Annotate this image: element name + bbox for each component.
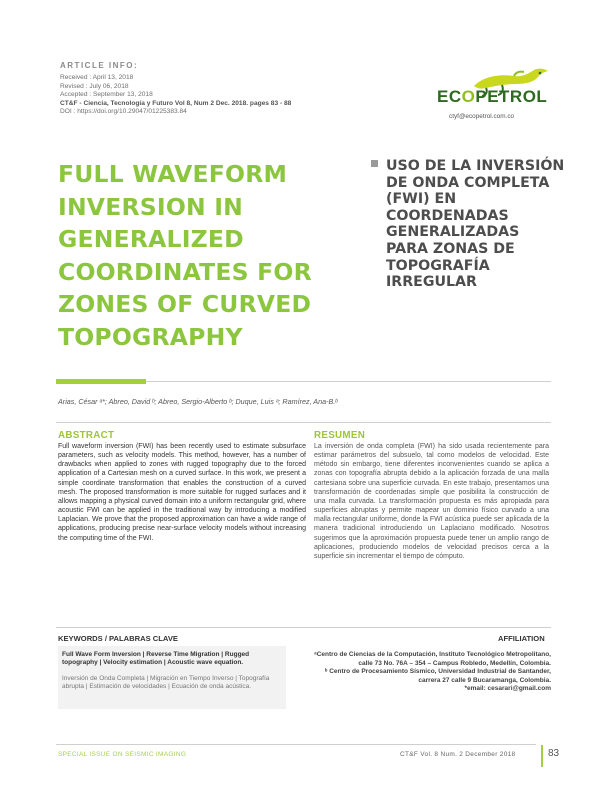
affiliation-block: [298, 651, 551, 694]
affiliation-a-line1: ᵃCentro de Ciencias de la Computación, Instituto Tecnológico Metropolitano,: [314, 651, 551, 658]
keywords-heading: KEYWORDS / PALABRAS CLAVE: [58, 634, 178, 643]
article-title-spanish: USO DE LA INVERSIÓN DE ONDA COMPLETA (FWI) EN COORDENADAS GENERALIZADAS PARA ZONAS DE TOPOGRAFÍA IRREGULAR: [386, 158, 565, 291]
journal-email[interactable]: ctyf@ecopetrol.com.co: [449, 113, 515, 120]
article-title-english: FULL WAVEFORM INVERSION IN GENERALIZED COORDINATES FOR ZONES OF CURVED TOPOGRAPHY: [58, 160, 312, 351]
article-info-heading: ARTICLE INFO:: [60, 61, 139, 70]
keywords-english: Full Wave Form Inversion | Reverse Time Migration | Rugged topography | Velocity estimation | Acoustic wave equation.: [62, 651, 250, 666]
ecopetrol-logo-text: ECOPETROL: [437, 87, 548, 106]
journal-citation: CT&F - Ciencia, Tecnología y Futuro Vol 8, Num 2 Dec. 2018. pages 83 - 88: [60, 99, 292, 107]
affiliation-b-line1: ᵇ Centro de Procesamiento Sísmico, Universidad Industrial de Santander,: [324, 668, 551, 675]
revised-date: Revised : July 06, 2018: [60, 82, 129, 90]
title-bullet-square: [371, 160, 378, 167]
affiliation-b-line2: carrera 27 calle 9 Bucaramanga, Colombia.: [418, 676, 551, 684]
article-info-block: [60, 74, 291, 117]
special-issue-label: SPECIAL ISSUE ON SEISMIC IMAGING: [58, 751, 187, 758]
title-divider-bar: [56, 379, 146, 384]
resumen-text: La inversión de onda completa (FWI) ha sido usada recientemente para estimar parámetros del subsuelo, tal como modelos de velocidad. Este método sin embargo, tiene diferentes inconvenientes cuando se aplica a zonas con topografía abrupta debido a la aplicación forzada de una malla cartesiana sobre una superficie curvada. En este trabajo, presentamos una transformación de coordenadas simple que posibilita la construcción de una malla curvada. La transformación propuesta es más apropiada para superficies abruptas y permite mapear un dominio físico curvado a una malla rectangular uniforme, donde la FWI acústica puede ser aplicada de la manera tradicional introduciendo un Laplaciano modificado. Nosotros sugerimos que la aproximación propuesta puede tener un amplio rango de aplicaciones, produciendo modelos de velocidad precisos cerca a la superficie sin incrementar el tiempo de cómputo.: [314, 443, 549, 560]
keywords-spanish: Inversión de Onda Completa | Migración en Tiempo Inverso | Topografía abrupta | Estimación de velocidades | Ecuación de onda acústica.: [62, 675, 270, 690]
affiliation-heading: AFFILIATION: [498, 634, 545, 643]
corresponding-email[interactable]: *email: cesarari@gmail.com: [464, 685, 551, 692]
footer-divider: [56, 744, 536, 745]
abstract-heading: ABSTRACT: [58, 430, 115, 441]
resumen-heading: RESUMEN: [314, 430, 366, 441]
doi-link[interactable]: DOI : https://doi.org/10.29047/01225383.84: [60, 108, 187, 116]
keywords-divider: [56, 627, 551, 628]
author-list: Arias, César ᵃ*; Abreo, David ᵇ; Abreo, Sergio-Alberto ᵇ; Duque, Luis ᵃ; Ramírez, Ana-B.ᵇ: [58, 397, 338, 406]
title-divider-line: [146, 381, 551, 382]
received-date: Received : April 13, 2018: [60, 74, 134, 81]
page-number: 83: [548, 748, 560, 759]
accepted-date: Accepted : September 13, 2018: [60, 91, 153, 99]
journal-issue-label: CT&F Vol. 8 Num. 2 December 2018: [400, 751, 516, 758]
page-number-bar: [541, 745, 543, 767]
affiliation-a-line2: calle 73 No. 76A – 354 – Campus Robledo, Medellín, Colombia.: [358, 659, 551, 667]
authors-divider: [56, 422, 551, 423]
abstract-text: Full waveform inversion (FWI) has been recently used to estimate subsurface parameters, such as velocity models. This method, however, has a number of drawbacks when applied to zones with rugged topography due to the forced application of a Cartesian mesh on a curved surface. In this work, we present a simple coordinate transformation that enables the construction of a curved mesh. The proposed transformation is more suitable for rugged surfaces and it allows mapping a physical curved domain into a uniform rectangular grid, where acoustic FWI can be applied in the traditional way by introducing a modified Laplacian. We prove that the proposed approximation can have a wide range of applications, producing precise near-surface velocity models without increasing the computing time of the FWI.: [58, 443, 306, 542]
